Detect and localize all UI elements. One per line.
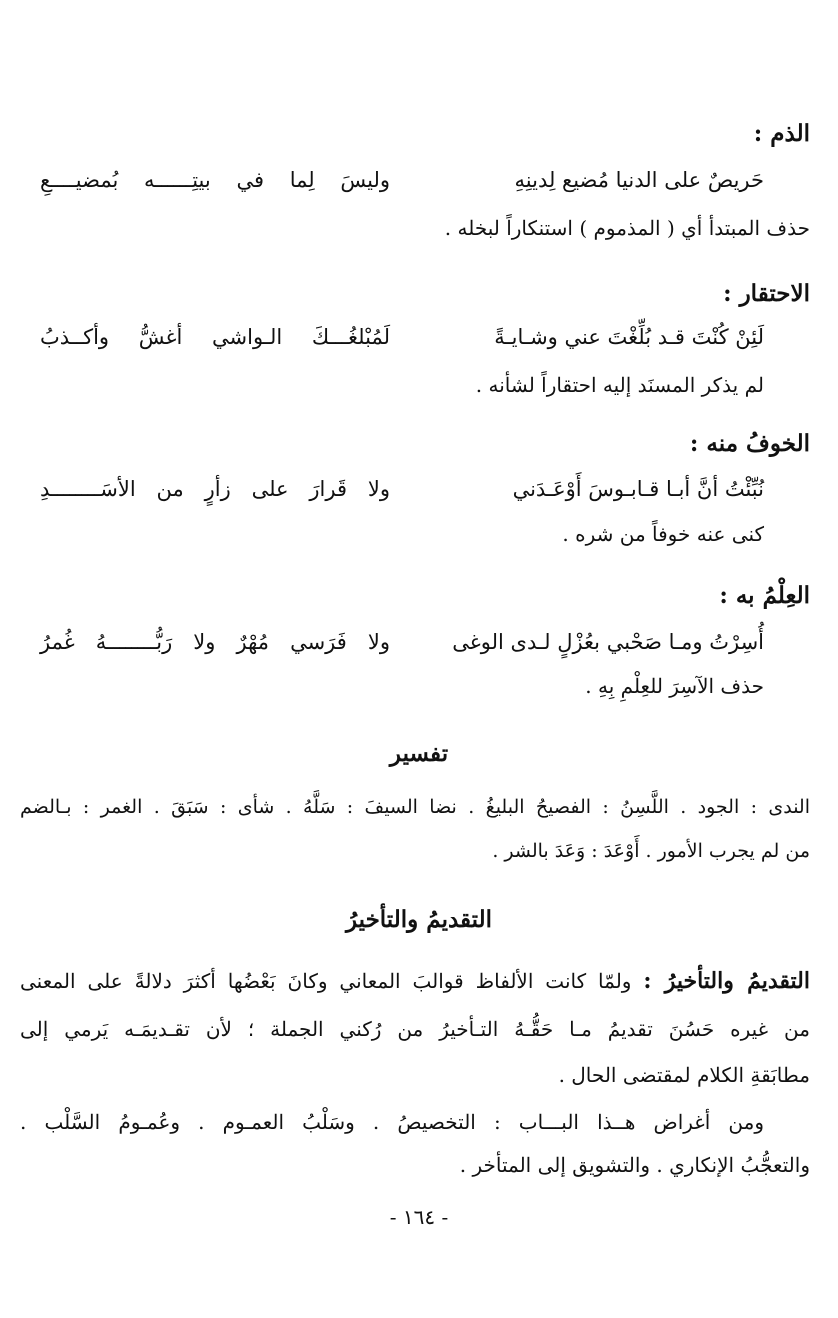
verse — [40, 630, 810, 666]
chapter-text: ولمّا كانت الألفاظ قوالبَ المعاني وكانَ بَعْضُها أكثرَ دلالةً على المعنى — [20, 969, 632, 993]
verse-explanation: لم يذكر المسنَد إليه احتقاراً لشأنه . — [475, 373, 764, 397]
chapter-line: مطابَقةِ الكلام لمقتضى الحال . — [558, 1063, 810, 1087]
verse-second-hemistich: وليسَ لِما في بيتِــــــه بُمضيــــعِ — [40, 168, 390, 192]
verse-first-hemistich: أُسِرْتُ ومـا صَحْبي بعُزْلٍ لـدى الوغى — [452, 630, 764, 654]
chapter-title: التقديمُ والتأخيرُ — [345, 906, 493, 933]
section-heading: الخوفُ منه : — [689, 430, 810, 457]
glossary-line: الندى : الجود . اللَّسِنُ : الفصيحُ البليغُ . نضا السيفَ : سَلَّهُ . شأى : سَبَقَ . الغمر : بـالضم — [20, 796, 810, 818]
chapter-line: ومن أغراض هــذا البـــاب : التخصيصُ . وسَلْبُ العمـوم . وعُمـومُ السَّلْب . — [20, 1110, 764, 1134]
verse-explanation: كنى عنه خوفاً من شره . — [562, 522, 764, 546]
verse — [40, 325, 810, 361]
verse-second-hemistich: ولا فَرَسي مُهْرٌ ولا رَبُّــــــــهُ غُمرُ — [40, 630, 390, 654]
verse — [40, 168, 810, 204]
chapter-paragraph-first-line — [20, 968, 810, 994]
verse-second-hemistich: ولا قَرارَ على زأرٍ من الأسَــــــــدِ — [40, 477, 390, 501]
verse-first-hemistich: لَئِنْ كُنْتَ قـد بُلِّغْتَ عني وشـايـةً — [494, 325, 764, 349]
glossary-line: من لم يجرب الأمور . أَوْعَدَ : وَعَدَ بالشر . — [492, 840, 810, 862]
verse-explanation: حذف المبتدأ أي ( المذموم ) استنكاراً لبخله . — [444, 216, 810, 240]
section-heading: العِلْمُ به : — [719, 582, 810, 609]
section-heading: الذم : — [753, 120, 810, 147]
chapter-lead-term: التقديمُ والتأخيرُ : — [643, 968, 810, 994]
glossary-title: تفسير — [389, 740, 449, 767]
verse-explanation: حذف الآسِرَ للعِلْمِ بِهِ . — [585, 674, 764, 698]
page-number: - ١٦٤ - — [389, 1205, 449, 1229]
chapter-line: من غيره حَسُنَ تقديمُ مـا حَقُّـهُ التـأخيرُ من رُكني الجملة ؛ لأن تقـديمَـه يَرمي إلى — [20, 1017, 810, 1041]
section-heading: الاحتقار : — [723, 280, 810, 307]
verse-second-hemistich: لَمُبْلغُـــكَ الـواشي أغشُّ وأكــذبُ — [40, 325, 390, 349]
verse-first-hemistich: نُبِّئْتُ أنَّ أبـا قـابـوسَ أَوْعَـدَني — [512, 477, 764, 501]
verse — [40, 477, 810, 513]
verse-first-hemistich: حَريصٌ على الدنيا مُضيع لِدينِهِ — [514, 168, 764, 192]
chapter-line: والتعجُّبُ الإنكاري . والتشويق إلى المتأخر . — [459, 1153, 810, 1177]
